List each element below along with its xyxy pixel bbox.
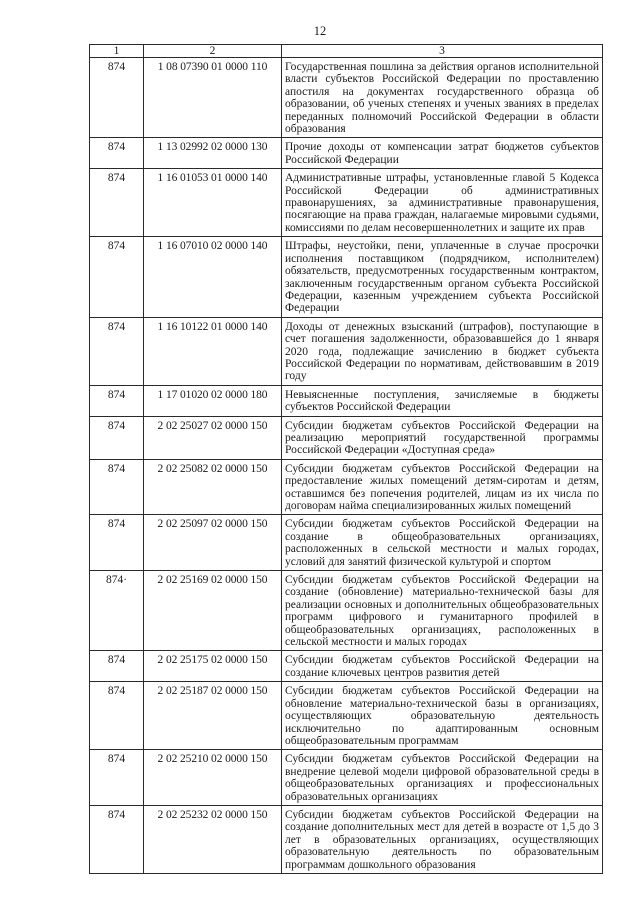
column-header-2: 2: [144, 45, 282, 58]
revenue-code-cell: 1 13 02992 02 0000 130: [144, 138, 282, 169]
admin-code-cell: 874: [90, 416, 144, 459]
revenue-code-cell: 2 02 25175 02 0000 150: [144, 651, 282, 682]
page-number: 12: [313, 24, 327, 38]
table-row: [90, 459, 603, 515]
table-row: [90, 571, 603, 651]
admin-code-cell: 874: [90, 805, 144, 873]
admin-code-cell: 874: [90, 385, 144, 416]
revenue-name-cell: Субсидии бюджетам субъектов Российской Федерации на создание (обновление) материально-технической базы для реализации основных и дополнительных общеобразовательных программ цифрового и гуманитарного профилей в общеобразовательных организациях, расположенных в сельской местности и малых городах: [282, 571, 603, 651]
revenue-name-cell: Штрафы, неустойки, пени, уплаченные в случае просрочки исполнения поставщиком (подрядчиком, исполнителем) обязательств, предусмотренных государственным контрактом, заключенным государственным органом субъекта Российской Федерации, казенным учреждением субъекта Российской Федерации: [282, 237, 603, 317]
table-row: [90, 317, 603, 385]
revenue-code-cell: 1 16 07010 02 0000 140: [144, 237, 282, 317]
revenue-name-cell: Невыясненные поступления, зачисляемые в бюджеты субъектов Российской Федерации: [282, 385, 603, 416]
revenue-name-cell: Субсидии бюджетам субъектов Российской Федерации на реализацию мероприятий государственной программы Российской Федерации «Доступная среда»: [282, 416, 603, 459]
revenue-name-cell: Доходы от денежных взысканий (штрафов), поступающие в счет погашения задолженности, образовавшейся до 1 января 2020 года, подлежащие зачислению в бюджет субъекта Российской Федерации по нормативам, действовавшим в 2019 году: [282, 317, 603, 385]
revenue-name-cell: Субсидии бюджетам субъектов Российской Федерации на внедрение целевой модели цифровой образовательной среды в общеобразовательных организациях и профессиональных образовательных организациях: [282, 750, 603, 806]
revenue-code-cell: 2 02 25097 02 0000 150: [144, 515, 282, 571]
admin-code-cell: 874·: [90, 571, 144, 651]
revenue-code-cell: 2 02 25082 02 0000 150: [144, 459, 282, 515]
revenue-code-cell: 2 02 25232 02 0000 150: [144, 805, 282, 873]
revenue-name-cell: Субсидии бюджетам субъектов Российской Федерации на создание в общеобразовательных организациях, расположенных в сельской местности и малых городах, условий для занятий физической культурой и спортом: [282, 515, 603, 571]
revenue-code-cell: 2 02 25027 02 0000 150: [144, 416, 282, 459]
revenue-code-cell: 1 08 07390 01 0000 110: [144, 58, 282, 138]
admin-code-cell: 874: [90, 317, 144, 385]
revenue-name-cell: Государственная пошлина за действия органов исполнительной власти субъектов Российской Федерации по проставлению апостиля на документах государственного образца об образовании, об ученых степенях и ученых званиях в пределах переданных полномочий Российской Федерации в области образования: [282, 58, 603, 138]
budget-revenue-table: [89, 44, 603, 874]
revenue-name-cell: Прочие доходы от компенсации затрат бюджетов субъектов Российской Федерации: [282, 138, 603, 169]
admin-code-cell: 874: [90, 58, 144, 138]
revenue-code-cell: 2 02 25210 02 0000 150: [144, 750, 282, 806]
admin-code-cell: 874: [90, 169, 144, 237]
revenue-code-cell: 2 02 25187 02 0000 150: [144, 682, 282, 750]
column-header-1: 1: [90, 45, 144, 58]
admin-code-cell: 874: [90, 237, 144, 317]
admin-code-cell: 874: [90, 750, 144, 806]
table-row: [90, 416, 603, 459]
admin-code-cell: 874: [90, 459, 144, 515]
revenue-name-cell: Субсидии бюджетам субъектов Российской Федерации на создание ключевых центров развития детей: [282, 651, 603, 682]
table-row: [90, 385, 603, 416]
table-row: [90, 682, 603, 750]
table-row: [90, 138, 603, 169]
table-row: [90, 651, 603, 682]
table-row: [90, 58, 603, 138]
revenue-name-cell: Субсидии бюджетам субъектов Российской Федерации на создание дополнительных мест для детей в возрасте от 1,5 до 3 лет в образовательных организациях, осуществляющих образовательную деятельность по образовательным программам дошкольного образования: [282, 805, 603, 873]
admin-code-cell: 874: [90, 651, 144, 682]
admin-code-cell: 874: [90, 515, 144, 571]
revenue-name-cell: Административные штрафы, установленные главой 5 Кодекса Российской Федерации об административных правонарушениях, за административные правонарушения, посягающие на права граждан, налагаемые мировыми судьями, комиссиями по делам несовершеннолетних и защите их прав: [282, 169, 603, 237]
admin-code-cell: 874: [90, 138, 144, 169]
revenue-code-cell: 1 17 01020 02 0000 180: [144, 385, 282, 416]
revenue-code-cell: 1 16 01053 01 0000 140: [144, 169, 282, 237]
revenue-code-cell: 1 16 10122 01 0000 140: [144, 317, 282, 385]
revenue-name-cell: Субсидии бюджетам субъектов Российской Федерации на предоставление жилых помещений детям-сиротам и детям, оставшимся без попечения родителей, лицам из их числа по договорам найма специализированных жилых помещений: [282, 459, 603, 515]
revenue-code-cell: 2 02 25169 02 0000 150: [144, 571, 282, 651]
table-row: [90, 805, 603, 873]
column-header-3: 3: [282, 45, 603, 58]
admin-code-cell: 874: [90, 682, 144, 750]
table-row: [90, 237, 603, 317]
table-row: [90, 169, 603, 237]
table-header-row: [90, 45, 603, 58]
table-row: [90, 515, 603, 571]
revenue-name-cell: Субсидии бюджетам субъектов Российской Федерации на обновление материально-технической базы в организациях, осуществляющих образовательную деятельность исключительно по адаптированным основным общеобразовательным программам: [282, 682, 603, 750]
table-row: [90, 750, 603, 806]
